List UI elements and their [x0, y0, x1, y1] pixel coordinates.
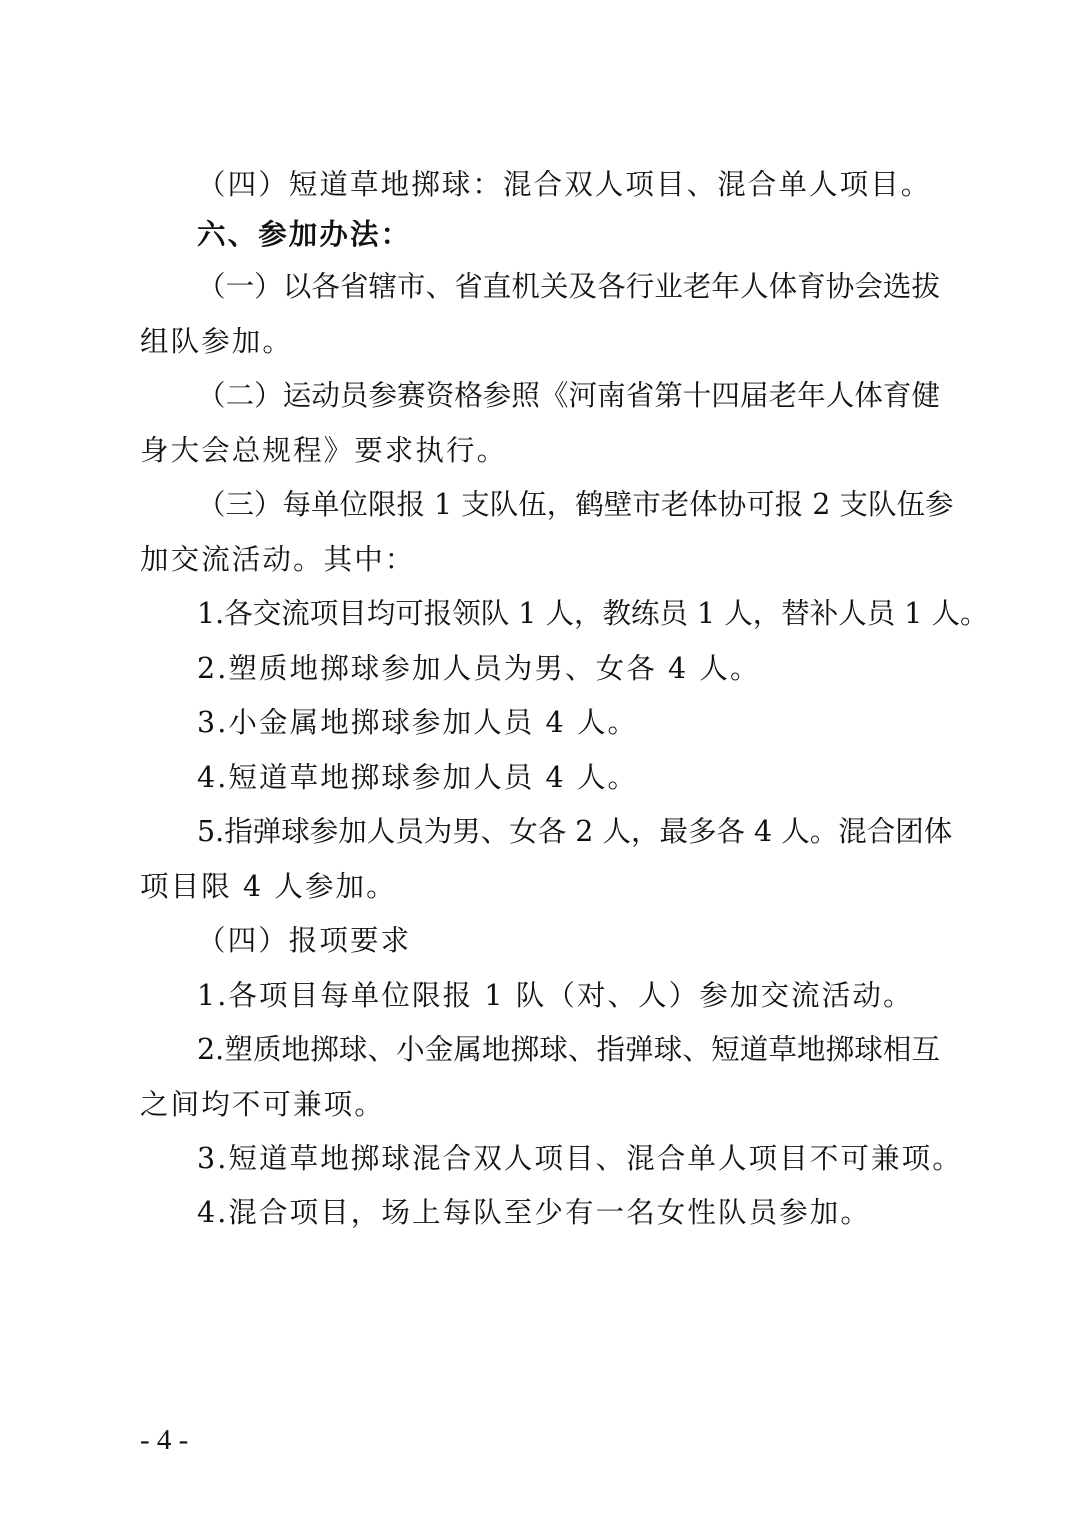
- page-number: - 4 -: [140, 1424, 189, 1456]
- list-item-3: 3.小金属地掷球参加人员 4 人。: [197, 706, 639, 739]
- section-heading-participation: 六、参加办法：: [197, 218, 412, 251]
- list-item-5-line-1: 5.指弹球参加人员为男、女各 2 人，最多各 4 人。混合团体: [197, 815, 953, 848]
- text-line-section-4-item: （四）短道草地掷球：混合双人项目、混合单人项目。: [197, 168, 932, 201]
- paragraph-3-line-1: （三）每单位限报 1 支队伍，鹤壁市老体协可报 2 支队伍参: [197, 488, 954, 521]
- requirement-item-2-line-1: 2.塑质地掷球、小金属地掷球、指弹球、短道草地掷球相互: [197, 1033, 940, 1066]
- subsection-heading-requirements: （四）报项要求: [197, 924, 412, 957]
- paragraph-2-line-1: （二）运动员参赛资格参照《河南省第十四届老年人体育健: [197, 379, 940, 412]
- requirement-item-1: 1.各项目每单位限报 1 队（对、人）参加交流活动。: [197, 979, 914, 1012]
- list-item-4: 4.短道草地掷球参加人员 4 人。: [197, 761, 639, 794]
- list-item-2: 2.塑质地掷球参加人员为男、女各 4 人。: [197, 652, 761, 685]
- paragraph-2-line-2: 身大会总规程》要求执行。: [140, 434, 508, 467]
- list-item-5-line-2: 项目限 4 人参加。: [140, 870, 397, 903]
- requirement-item-3: 3.短道草地掷球混合双人项目、混合单人项目不可兼项。: [197, 1142, 963, 1175]
- paragraph-1-line-2: 组队参加。: [140, 325, 294, 358]
- paragraph-3-line-2: 加交流活动。其中：: [140, 543, 416, 576]
- paragraph-1-line-1: （一）以各省辖市、省直机关及各行业老年人体育协会选拔: [197, 270, 940, 303]
- list-item-1: 1.各交流项目均可报领队 1 人，教练员 1 人，替补人员 1 人。: [197, 597, 989, 630]
- requirement-item-4: 4.混合项目，场上每队至少有一名女性队员参加。: [197, 1196, 871, 1229]
- requirement-item-2-line-2: 之间均不可兼项。: [140, 1088, 385, 1121]
